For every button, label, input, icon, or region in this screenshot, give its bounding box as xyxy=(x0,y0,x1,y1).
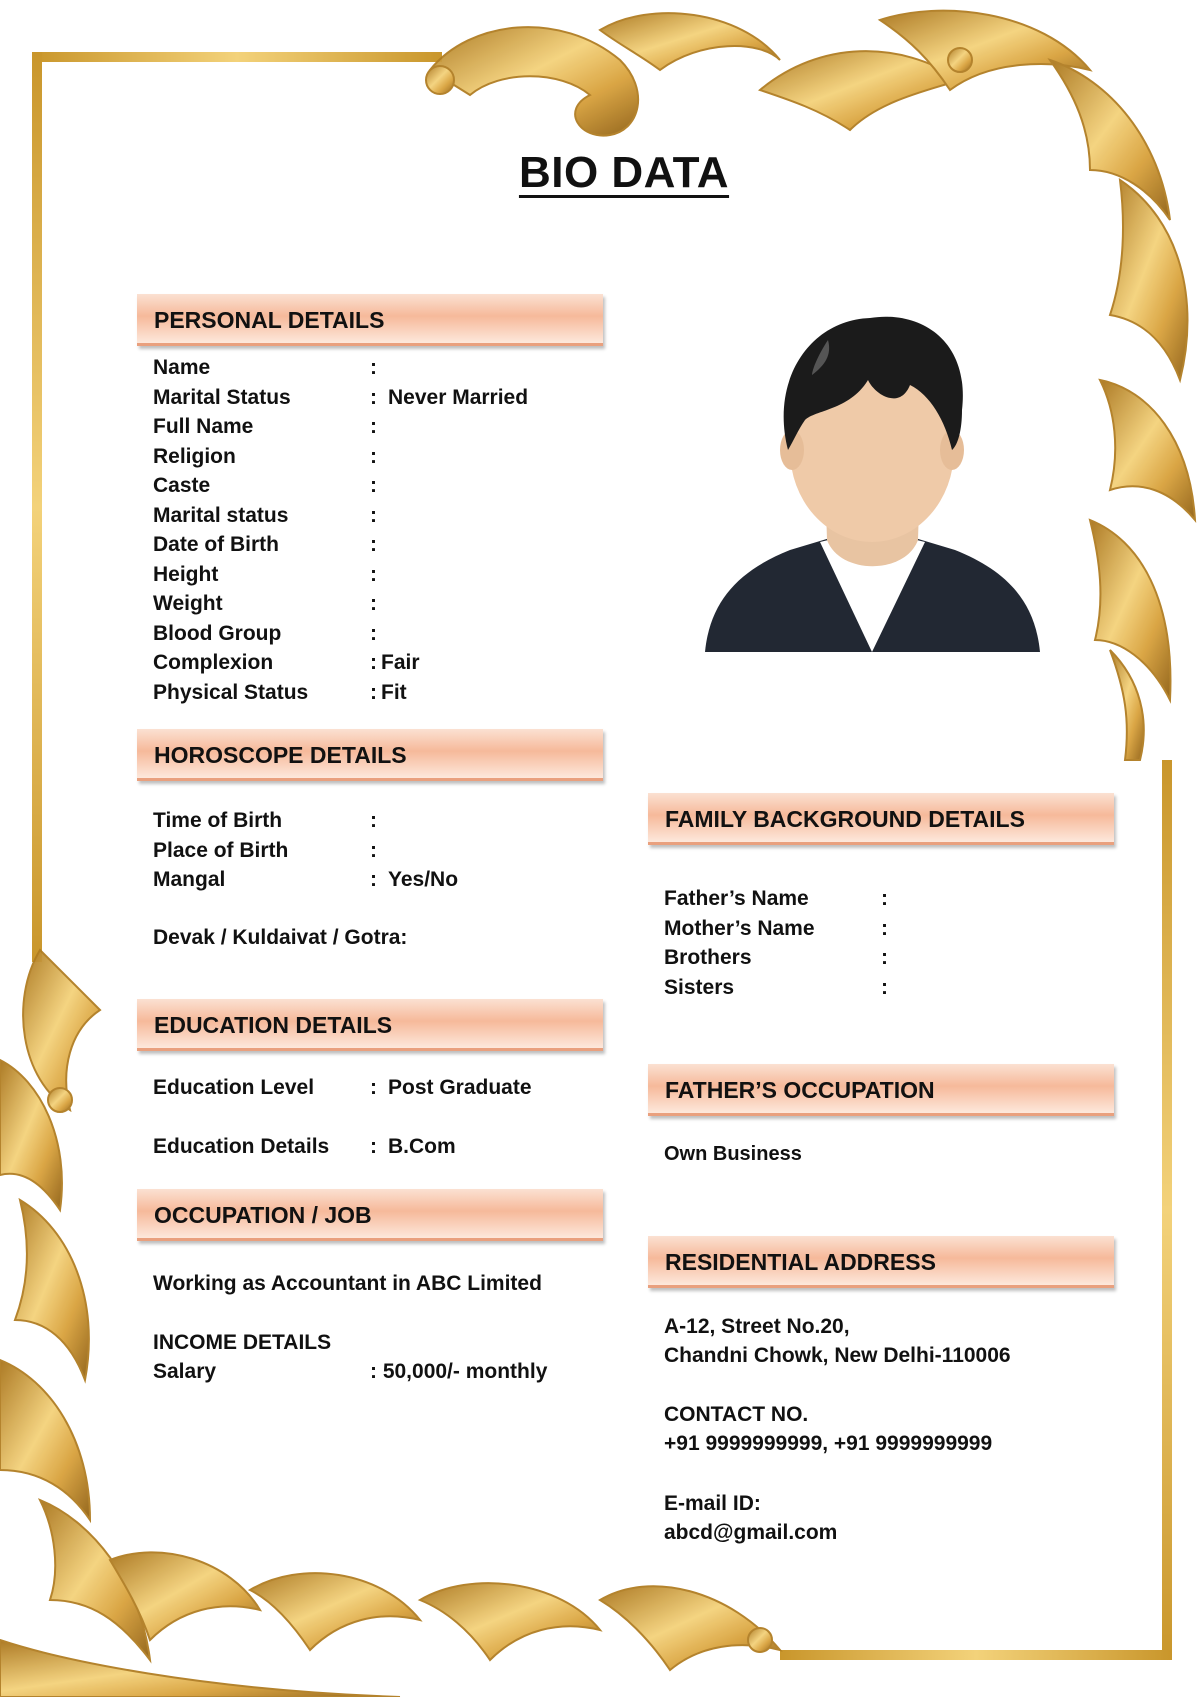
personal-row xyxy=(153,442,603,472)
row-label: Time of Birth xyxy=(153,809,283,832)
row-separator: : xyxy=(370,562,377,586)
row-separator: : xyxy=(370,503,377,527)
row-separator: : xyxy=(370,474,377,497)
row-separator: : xyxy=(881,975,888,999)
row-separator: : xyxy=(370,356,377,379)
row-label: Marital status xyxy=(153,503,289,527)
row-label: Education Details xyxy=(153,1135,330,1158)
row-separator: : xyxy=(370,385,377,409)
horoscope-row xyxy=(153,836,603,866)
row-label: Physical Status xyxy=(153,680,309,704)
fathers-occupation-heading: FATHER’S OCCUPATION xyxy=(648,1064,1114,1116)
frame-bottom-line xyxy=(780,1650,1172,1660)
occupation-description: Working as Accountant in ABC Limited xyxy=(153,1272,542,1295)
horoscope-row xyxy=(153,865,603,895)
address-line-2: Chandni Chowk, New Delhi-110006 xyxy=(664,1344,1011,1367)
row-label: Date of Birth xyxy=(153,533,279,556)
personal-row xyxy=(153,501,603,531)
row-value: Yes/No xyxy=(388,868,459,891)
family-details-list xyxy=(664,884,1114,1002)
contact-heading: CONTACT NO. xyxy=(664,1403,809,1426)
row-label: Full Name xyxy=(153,415,254,438)
family-background-heading: FAMILY BACKGROUND DETAILS xyxy=(648,793,1114,845)
gotra-label: Devak / Kuldaivat / Gotra: xyxy=(153,926,408,949)
education-details-heading: EDUCATION DETAILS xyxy=(137,999,603,1051)
row-label: Sisters xyxy=(664,975,735,999)
row-separator: : xyxy=(370,1076,377,1099)
personal-row xyxy=(153,648,603,678)
row-label: Religion xyxy=(153,444,236,468)
row-value: Fit xyxy=(381,680,407,704)
personal-details-list xyxy=(153,353,603,707)
frame-right-line xyxy=(1162,760,1172,1660)
row-separator: : xyxy=(370,651,377,674)
row-label: Mother’s Name xyxy=(664,916,815,940)
horoscope-details-heading: HOROSCOPE DETAILS xyxy=(137,729,603,781)
row-label: Weight xyxy=(153,592,223,615)
row-value: B.Com xyxy=(388,1135,456,1158)
residential-address-heading: RESIDENTIAL ADDRESS xyxy=(648,1236,1114,1288)
row-label: Brothers xyxy=(664,946,752,969)
row-value: Post Graduate xyxy=(388,1076,532,1099)
profile-photo-avatar xyxy=(700,300,1045,660)
family-row xyxy=(664,884,1114,914)
row-separator: : xyxy=(370,444,377,468)
row-separator: : xyxy=(370,680,377,704)
income-details-heading: INCOME DETAILS xyxy=(153,1331,332,1354)
row-separator: : xyxy=(370,868,377,891)
education-level-row xyxy=(153,1073,603,1103)
frame-top-line xyxy=(32,52,442,62)
address-line-1: A-12, Street No.20, xyxy=(664,1315,850,1338)
row-separator: : xyxy=(370,1135,377,1158)
occupation-heading: OCCUPATION / JOB xyxy=(137,1189,603,1241)
row-value: Never Married xyxy=(388,385,529,409)
education-details-list xyxy=(153,1073,603,1103)
horoscope-row xyxy=(153,806,603,836)
fathers-occupation-value: Own Business xyxy=(664,1143,802,1165)
row-separator: : xyxy=(370,592,377,615)
personal-row xyxy=(153,353,603,383)
row-separator: : xyxy=(881,916,888,940)
personal-row xyxy=(153,383,603,413)
row-separator: : xyxy=(370,621,377,645)
row-separator: : xyxy=(370,415,377,438)
personal-row xyxy=(153,589,603,619)
row-label: Place of Birth xyxy=(153,838,289,862)
education-details-list-2 xyxy=(153,1132,603,1162)
personal-details-heading: PERSONAL DETAILS xyxy=(137,294,603,346)
personal-row xyxy=(153,412,603,442)
row-separator: : xyxy=(881,946,888,969)
personal-row xyxy=(153,560,603,590)
row-label: Marital Status xyxy=(153,385,291,409)
family-row xyxy=(664,943,1114,973)
row-separator: : xyxy=(370,533,377,556)
email-value: abcd@gmail.com xyxy=(664,1521,838,1544)
row-label: Height xyxy=(153,562,219,586)
contact-value: +91 9999999999, +91 9999999999 xyxy=(664,1432,993,1455)
row-separator: : xyxy=(370,809,377,832)
row-separator: : xyxy=(881,887,888,910)
row-label: Education Level xyxy=(153,1076,315,1099)
row-separator: : xyxy=(370,838,377,862)
row-label: Blood Group xyxy=(153,621,282,645)
page-title: BIO DATA xyxy=(518,148,730,197)
row-label: Father’s Name xyxy=(664,887,809,910)
education-details-row xyxy=(153,1132,603,1162)
family-row xyxy=(664,914,1114,944)
personal-row xyxy=(153,678,603,708)
row-value: Fair xyxy=(381,651,420,674)
salary-value: : 50,000/- monthly xyxy=(370,1360,548,1383)
personal-row xyxy=(153,471,603,501)
row-label: Name xyxy=(153,356,211,379)
row-label: Mangal xyxy=(153,868,226,891)
horoscope-details-list xyxy=(153,806,603,895)
family-row xyxy=(664,973,1114,1003)
row-label: Caste xyxy=(153,474,211,497)
personal-row xyxy=(153,619,603,649)
email-heading: E-mail ID: xyxy=(664,1492,761,1515)
salary-label: Salary xyxy=(153,1360,217,1383)
row-label: Complexion xyxy=(153,651,274,674)
personal-row xyxy=(153,530,603,560)
